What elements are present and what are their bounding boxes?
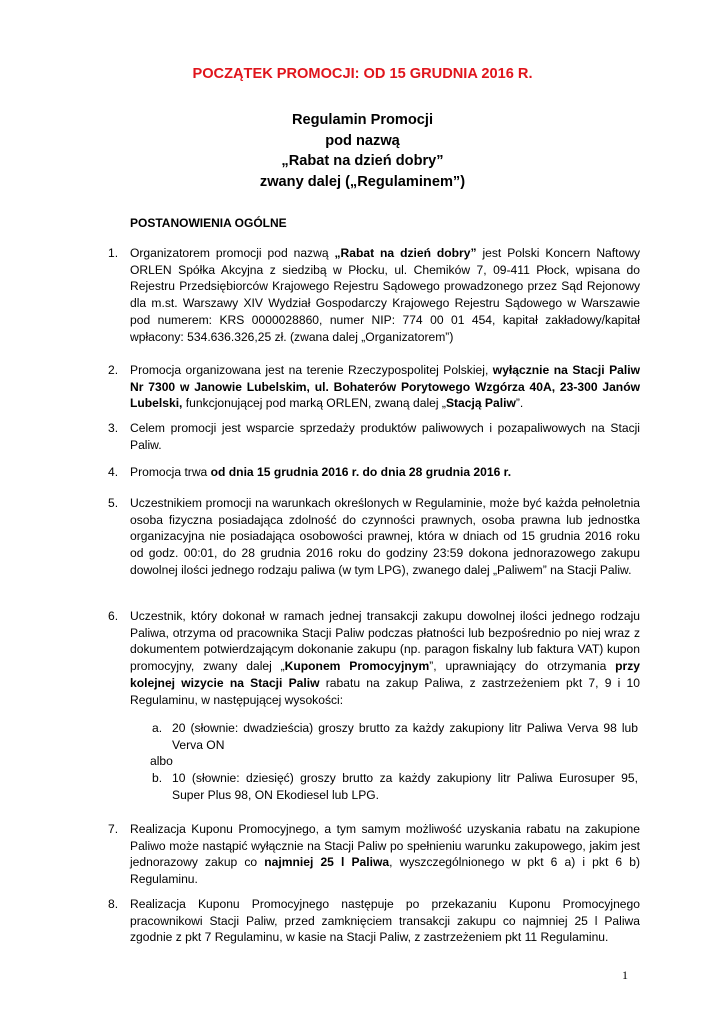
list-item-number: 2. — [108, 363, 119, 377]
section-heading: POSTANOWIENIA OGÓLNE — [130, 216, 287, 230]
title-line-1: Regulamin Promocji — [291, 112, 434, 128]
sub-item-b — [152, 770, 638, 803]
list-item-number: 5. — [108, 496, 119, 510]
list-item-8 — [108, 896, 640, 946]
text-run: Realizacja Kuponu Promocyjnego następuje po przekazaniu Kuponu Promocyjnego pracownikowi Stacji Paliw, przed zamknięciem transakcji zakupu co najmniej 25 l Paliwa zgodnie z pkt 7 Regulaminu, w kasie na Stacji Paliw, z zastrzeżeniem pkt 11 Regulaminu. — [130, 897, 640, 945]
list-item-number: 7. — [108, 822, 119, 836]
list-item-number: 6. — [108, 609, 119, 623]
text-run: Organizatorem promocji pod nazwą — [130, 246, 335, 260]
sub-item-letter: b. — [152, 771, 163, 785]
sub-item-text: 10 (słownie: dziesięć) groszy brutto za każdy zakupiony litr Paliwa Eurosuper 95, Super Plus 98, ON Ekodiesel lub LPG. — [172, 771, 638, 802]
title-line-2: pod nazwą — [325, 132, 400, 149]
list-item-text — [130, 608, 640, 708]
list-item-number: 1. — [108, 246, 119, 260]
promotion-start-heading: POCZĄTEK PROMOCJI: OD 15 GRUDNIA 2016 R. — [192, 66, 533, 82]
bold-run: „Rabat na dzień dobry” — [334, 246, 477, 260]
text-run: Realizacja Kuponu Promocyjnego, a tym samym możliwość uzyskania rabatu na zakupione Paliwo może nastąpić wyłącznie na Stacji Paliw po spełnieniu warunku zakupowego, jakim jest jednorazowy zakup co — [130, 822, 640, 870]
bold-run: wyłącznie na Stacji Paliw Nr 7300 w Janowie Lubelskim, ul. Bohaterów Porytowego Wzgórza 40A, 23-300 Janów Lubelski, — [130, 363, 641, 411]
list-item-6 — [108, 608, 640, 708]
sub-item-text: 20 (słownie: dwadzieścia) groszy brutto za każdy zakupiony litr Paliwa Verva 98 lub Verva ON — [172, 721, 638, 752]
list-item-number: 4. — [108, 465, 119, 479]
albo-connector: albo — [150, 754, 173, 768]
text-run: ”, uprawniający do otrzymania — [429, 659, 616, 674]
list-item-text — [130, 464, 640, 481]
bold-run: najmniej 25 l Paliwa — [264, 855, 390, 870]
text-run: , wyszczególnionego w pkt 6 a) i pkt 6 b) Regulaminu. — [130, 855, 641, 887]
sub-item-letter: a. — [152, 721, 163, 735]
text-run: ”. — [515, 396, 524, 411]
text-run: Promocja trwa — [130, 465, 211, 479]
text-run: Promocja organizowana jest na terenie Rzeczypospolitej Polskiej, — [130, 363, 493, 377]
list-item-5 — [108, 495, 640, 579]
bold-run: przy kolejnej wizycie na Stacji Paliw — [130, 659, 641, 690]
text-run: funkcjonującej pod marką ORLEN, zwaną dalej „ — [182, 396, 446, 411]
text-run: Uczestnikiem promocji na warunkach określonych w Regulaminie, może być każda pełnoletnia osoba fizyczna posiadająca zdolność do czynności prawnych, osoba prawna lub jednostka organizacyjna nie posiadająca osobowości prawnej, która w dniach od 15 grudnia 2016 roku od godz. 00:01, do 28 grudnia 2016 roku do godziny 23:59 dokona jednorazowego zakupu dowolnej ilości jednego rodzaju paliwa (w tym LPG), zwanego dalej „Paliwem” na Stacji Paliw. — [130, 496, 640, 577]
text-run: rabatu na zakup Paliwa, z zastrzeżeniem pkt 7, 9 i 10 Regulaminu, w następującej wysokości: — [130, 675, 640, 707]
list-item-7 — [108, 821, 640, 888]
bold-run: Kuponem Promocyjnym — [284, 659, 430, 674]
bold-run: Stacją Paliw — [445, 396, 516, 411]
list-item-text — [130, 495, 640, 579]
list-item-3 — [108, 420, 640, 453]
bold-run: od dnia 15 grudnia 2016 r. do dnia 28 grudnia 2016 r. — [210, 465, 512, 479]
list-item-text — [130, 362, 640, 412]
document-title — [0, 110, 725, 192]
title-line-3: „Rabat na dzień dobry” — [281, 153, 444, 170]
list-item-text — [130, 245, 640, 345]
list-item-4 — [108, 464, 640, 481]
list-item-2 — [108, 362, 640, 412]
text-run: Uczestnik, który dokonał w ramach jednej transakcji zakupu dowolnej ilości jednego rodzaju Paliwa, otrzyma od pracownika Stacji Paliw podczas płatności lub bezpośrednio po niej wraz z dokumentem potwierdzającym dokonanie zakupu (np. paragon fiskalny lub faktura VAT) kupon promocyjny, zwany dalej „ — [130, 609, 640, 674]
list-item-1 — [108, 245, 640, 345]
sub-item-a — [152, 720, 638, 753]
page-number: 1 — [622, 968, 628, 982]
list-item-number: 3. — [108, 421, 119, 435]
text-run: Celem promocji jest wsparcie sprzedaży produktów paliwowych i pozapaliwowych na Stacji Paliw. — [130, 421, 640, 452]
list-item-text — [130, 420, 640, 453]
text-run: jest Polski Koncern Naftowy ORLEN Spółka Akcyjna z siedzibą w Płocku, ul. Chemików 7, 09-411 Płock, wpisana do Rejestru Przedsiębiorców Krajowego Rejestru Sądowego prowadzonego przez Sąd Rejonowy dla m.st. Warszawy XIV Wydział Gospodarczy Krajowego Rejestru Sądowego w Warszawie pod numerem: KRS 0000028860, numer NIP: 774 00 01 454, kapitał zakładowy/kapitał wpłacony: 534.636.326,25 zł. (zwana dalej „Organizatorem”) — [130, 246, 641, 344]
list-item-number: 8. — [108, 897, 119, 911]
title-line-4: zwany dalej („Regulaminem”) — [259, 173, 466, 190]
list-item-text — [130, 896, 640, 946]
list-item-text — [130, 821, 640, 888]
